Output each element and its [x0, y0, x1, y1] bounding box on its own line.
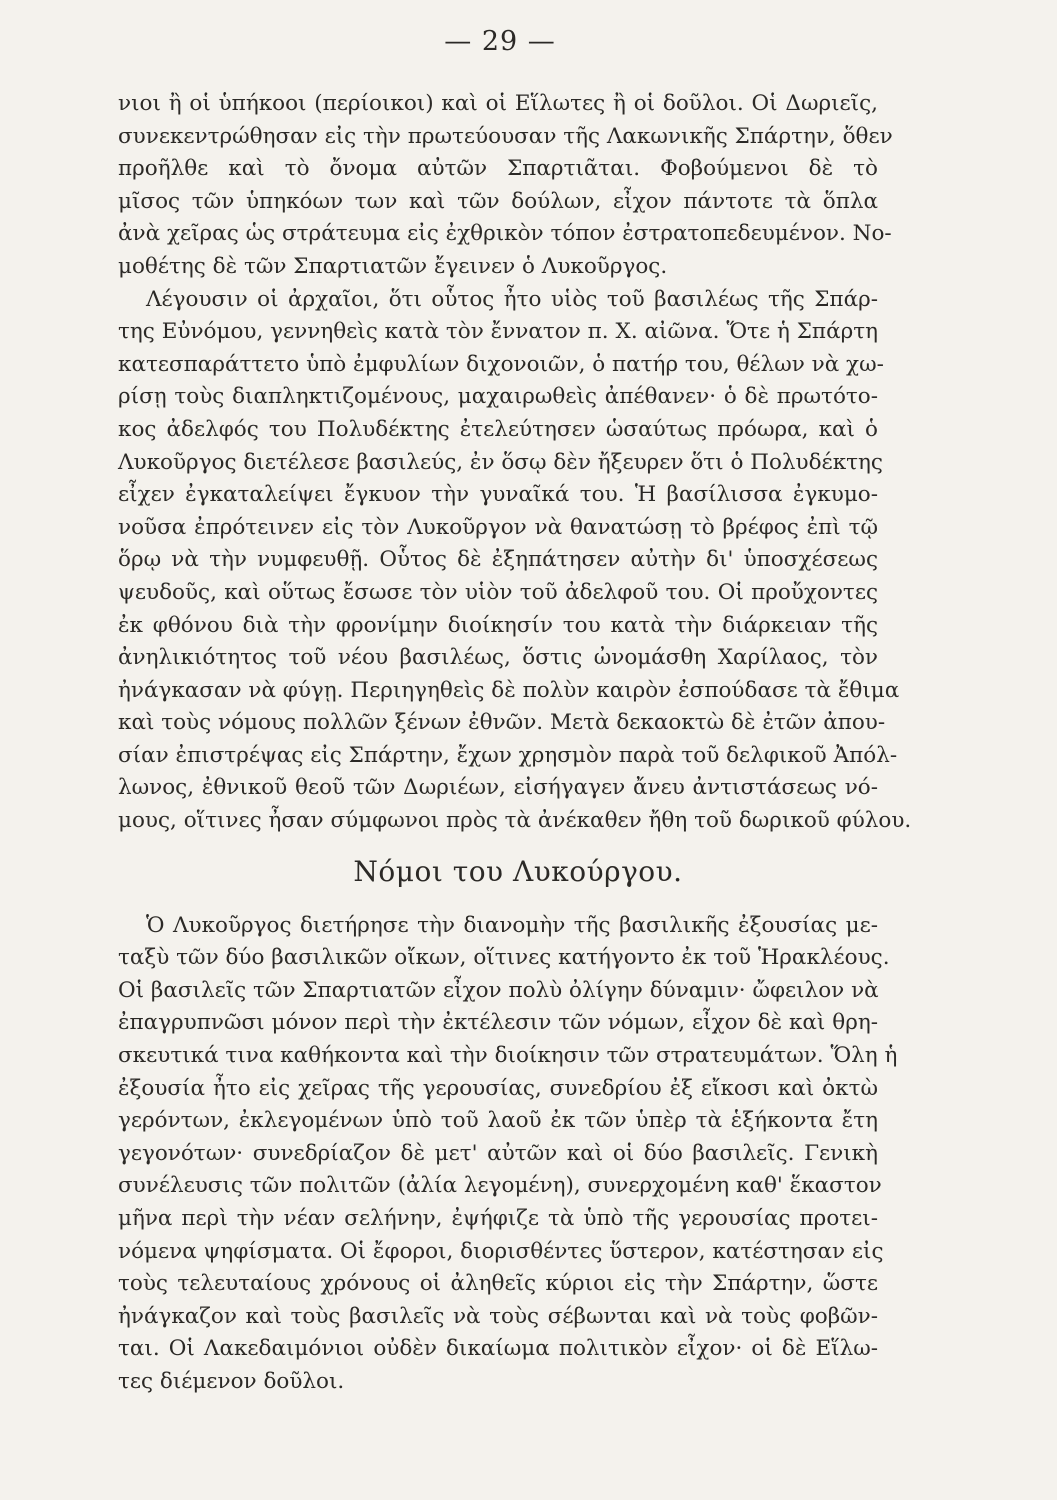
text-line: ἠνάγκαζον καὶ τοὺς βασιλεῖς νὰ τοὺς σέβωνται καὶ νὰ τοὺς φοβῶν-	[118, 1303, 878, 1329]
text-line: τες διέμενον δοῦλοι.	[118, 1368, 345, 1394]
text-line: ταξὺ τῶν δύο βασιλικῶν οἴκων, οἵτινες κατήγοντο ἐκ τοῦ Ἡρακλέους.	[118, 945, 890, 971]
text-line: σκευτικά τινα καθήκοντα καὶ τὴν διοίκησιν τῶν στρατευμάτων. Ὅλη ἡ	[118, 1043, 898, 1069]
text-line: προῆλθε καὶ τὸ ὄνομα αὐτῶν Σπαρτιᾶται. Φοβούμενοι δὲ τὸ	[118, 156, 878, 182]
text-line: σίαν ἐπιστρέψας εἰς Σπάρτην, ἔχων χρησμὸν παρὰ τοῦ δελφικοῦ Ἀπόλ-	[118, 742, 898, 768]
section-title: Νόμοι του Λυκούργου.	[353, 854, 683, 888]
text-line: συνεκεντρώθησαν εἰς τὴν πρωτεύουσαν τῆς Λακωνικῆς Σπάρτην, ὅθεν	[118, 123, 893, 149]
text-line: συνέλευσις τῶν πολιτῶν (ἀλία λεγομένη), συνερχομένη καθ' ἕκαστον	[118, 1173, 882, 1199]
text-line: Οἱ βασιλεῖς τῶν Σπαρτιατῶν εἶχον πολὺ ὀλίγην δύναμιν· ὤφειλον νὰ	[118, 977, 879, 1003]
text-line: Λυκοῦργος διετέλεσε βασιλεύς, ἐν ὅσῳ δὲν ἤξευρεν ὅτι ὁ Πολυδέκτης	[118, 449, 883, 475]
text-line: ἀνὰ χεῖρας ὡς στράτευμα εἰς ἐχθρικὸν τόπον ἐστρατοπεδευμένον. Νο-	[118, 221, 892, 247]
text-line: ρίσῃ τοὺς διαπληκτιζομένους, μαχαιρωθεὶς ἀπέθανεν· ὁ δὲ πρωτότο-	[118, 384, 878, 410]
page-body	[118, 88, 912, 1399]
text-line: γερόντων, ἐκλεγομένων ὑπὸ τοῦ λαοῦ ἐκ τῶν ὑπὲρ τὰ ἑξήκοντα ἔτη	[118, 1108, 878, 1134]
text-line: τοὺς τελευταίους χρόνους οἱ ἀληθεῖς κύριοι εἰς τὴν Σπάρτην, ὥστε	[118, 1271, 878, 1297]
text-line: κατεσπαράττετο ὑπὸ ἐμφυλίων διχονοιῶν, ὁ πατήρ του, θέλων νὰ χω-	[118, 351, 884, 377]
text-line: ὅρῳ νὰ τὴν νυμφευθῇ. Οὗτος δὲ ἐξηπάτησεν αὐτὴν δι' ὑποσχέσεως	[118, 547, 878, 573]
page-number: — 29 —	[444, 26, 556, 57]
paragraph	[118, 88, 893, 284]
text-line: ἀνηλικιότητος τοῦ νέου βασιλέως, ὅστις ὠνομάσθη Χαρίλαος, τὸν	[118, 645, 878, 671]
text-line: ται. Οἱ Λακεδαιμόνιοι οὐδὲν δικαίωμα πολιτικὸν εἶχον· οἱ δὲ Εἵλω-	[118, 1336, 878, 1362]
text-line: ψευδοῦς, καὶ οὕτως ἔσωσε τὸν υἱὸν τοῦ ἀδελφοῦ του. Οἱ προὔχοντες	[118, 579, 878, 605]
paragraph	[118, 910, 898, 1399]
text-line: λωνος, ἐθνικοῦ θεοῦ τῶν Δωριέων, εἰσήγαγεν ἄνευ ἀντιστάσεως νό-	[118, 775, 878, 801]
text-line: ἐκ φθόνου διὰ τὴν φρονίμην διοίκησίν του κατὰ τὴν διάρκειαν τῆς	[118, 612, 878, 638]
text-line: ἐπαγρυπνῶσι μόνον περὶ τὴν ἐκτέλεσιν τῶν νόμων, εἶχον δὲ καὶ θρη-	[118, 1010, 878, 1036]
text-line: μοθέτης δὲ τῶν Σπαρτιατῶν ἔγεινεν ὁ Λυκοῦργος.	[118, 253, 668, 279]
text-line: ἠνάγκασαν νὰ φύγῃ. Περιηγηθεὶς δὲ πολὺν καιρὸν ἐσπούδασε τὰ ἔθιμα	[118, 677, 900, 703]
text-line: γεγονότων· συνεδρίαζον δὲ μετ' αὐτῶν καὶ οἱ δύο βασιλεῖς. Γενικὴ	[118, 1140, 878, 1166]
text-line: ἐξουσία ἦτο εἰς χεῖρας τῆς γερουσίας, συνεδρίου ἐξ εἴκοσι καὶ ὀκτὼ	[118, 1075, 878, 1101]
text-line: Ὁ Λυκοῦργος διετήρησε τὴν διανομὴν τῆς βασιλικῆς ἐξουσίας με-	[146, 912, 878, 938]
text-line: νιοι ἢ οἱ ὑπήκοοι (περίοικοι) καὶ οἱ Εἵλωτες ἢ οἱ δοῦλοι. Οἱ Δωριεῖς,	[118, 91, 878, 116]
paragraph	[118, 284, 912, 838]
text-line: Λέγουσιν οἱ ἀρχαῖοι, ὅτι οὗτος ἦτο υἱὸς τοῦ βασιλέως τῆς Σπάρ-	[146, 286, 878, 312]
text-line: μῆνα περὶ τὴν νέαν σελήνην, ἐψήφιζε τὰ ὑπὸ τῆς γερουσίας προτει-	[118, 1206, 878, 1231]
text-line: μῖσος τῶν ὑπηκόων των καὶ τῶν δούλων, εἶχον πάντοτε τὰ ὅπλα	[118, 188, 878, 214]
text-line: νοῦσα ἐπρότεινεν εἰς τὸν Λυκοῦργον νὰ θανατώσῃ τὸ βρέφος ἐπὶ τῷ	[118, 514, 878, 540]
text-line: της Εὐνόμου, γεννηθεὶς κατὰ τὸν ἔννατον π. Χ. αἰῶνα. Ὅτε ἡ Σπάρτη	[118, 319, 878, 345]
text-line: νόμενα ψηφίσματα. Οἱ ἔφοροι, διορισθέντες ὕστερον, κατέστησαν εἰς	[118, 1238, 884, 1264]
text-line: μους, οἵτινες ἦσαν σύμφωνοι πρὸς τὰ ἀνέκαθεν ἤθη τοῦ δωρικοῦ φύλου.	[118, 808, 912, 834]
text-line: εἶχεν ἐγκαταλείψει ἔγκυον τὴν γυναῖκά του. Ἡ βασίλισσα ἐγκυμο-	[118, 482, 878, 508]
text-line: κος ἀδελφός του Πολυδέκτης ἐτελεύτησεν ὡσαύτως πρόωρα, καὶ ὁ	[118, 416, 878, 442]
text-line: καὶ τοὺς νόμους πολλῶν ξένων ἐθνῶν. Μετὰ δεκαοκτὼ δὲ ἐτῶν ἀπου-	[118, 710, 886, 736]
